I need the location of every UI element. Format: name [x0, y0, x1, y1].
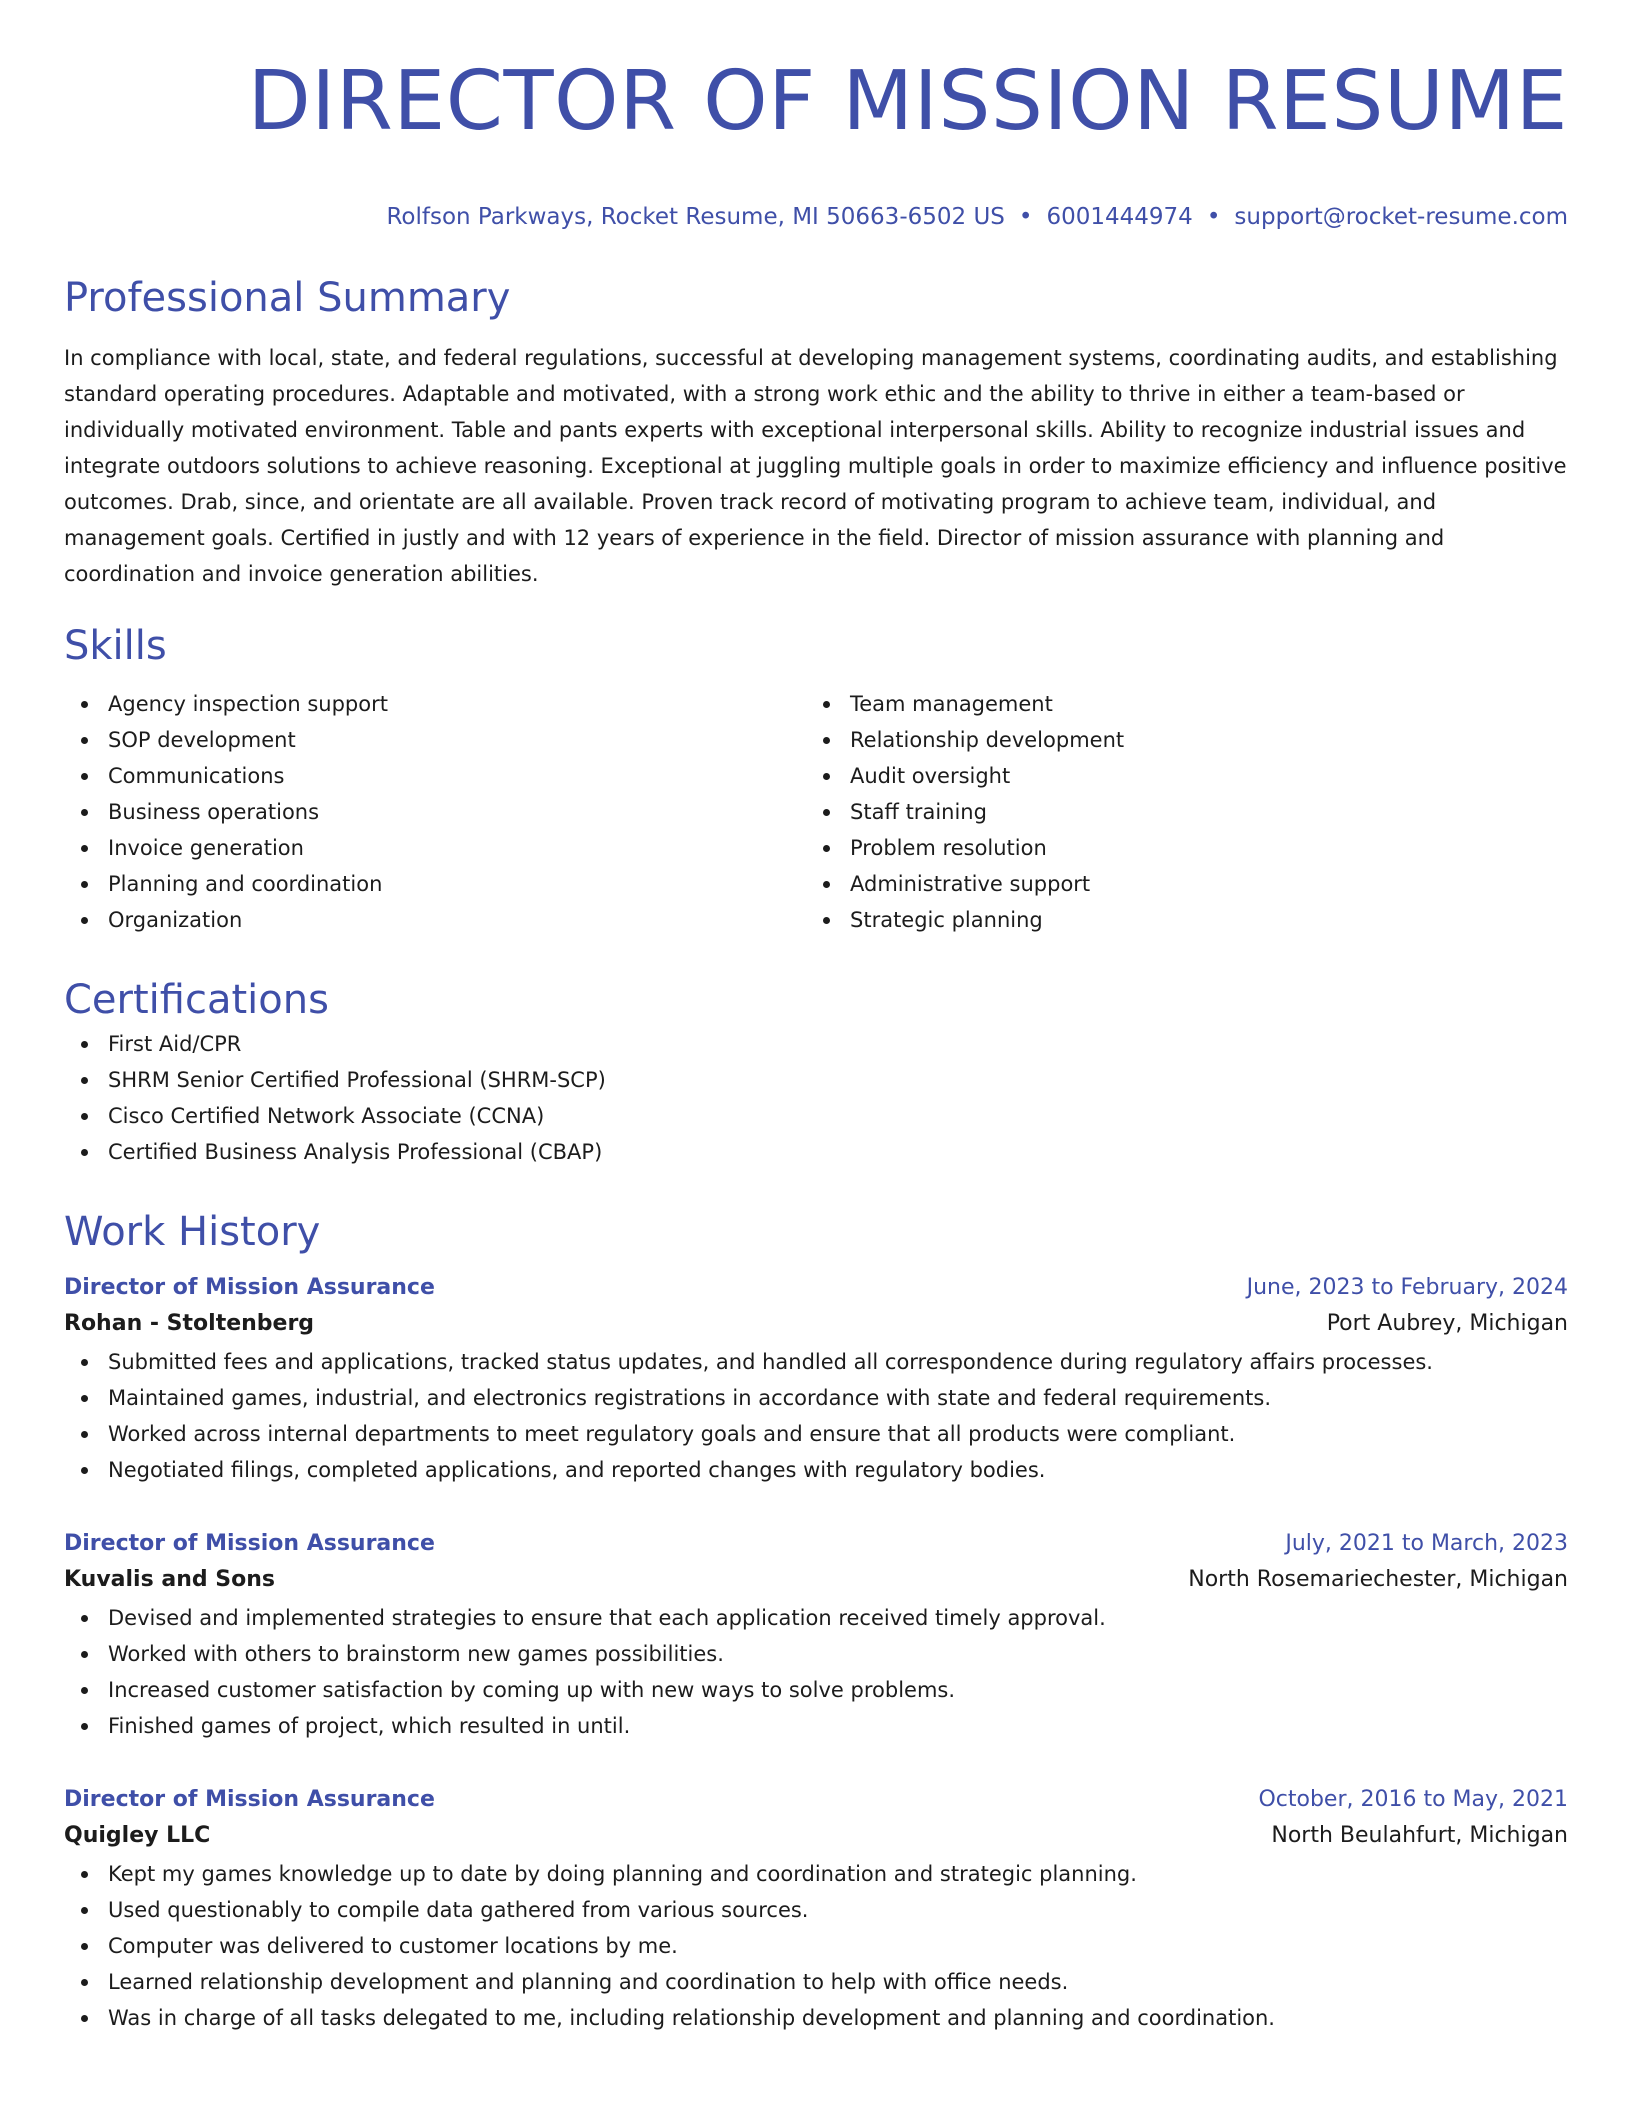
contact-line — [64, 202, 1568, 232]
job-location: North Beulahfurt, Michigan — [1271, 1823, 1568, 1848]
job-header-row — [64, 1784, 1568, 1816]
certification-item: SHRM Senior Certified Professional (SHRM-SCP) — [64, 1062, 1568, 1098]
certification-item: Cisco Certified Network Associate (CCNA) — [64, 1098, 1568, 1134]
skill-item: Relationship development — [806, 722, 1548, 758]
skills-grid — [64, 686, 1568, 938]
job-company-row — [64, 1816, 1568, 1856]
job-bullet: Submitted fees and applications, tracked status updates, and handled all correspondence during regulatory affairs processes. — [64, 1344, 1568, 1380]
skill-item: Invoice generation — [64, 830, 806, 866]
job-title: Director of Mission Assurance — [64, 1787, 435, 1812]
job-dates: October, 2016 to May, 2021 — [1258, 1787, 1568, 1812]
skills-column-right — [806, 686, 1548, 938]
job-bullet-list — [64, 1344, 1568, 1488]
job-location: North Rosemariechester, Michigan — [1188, 1567, 1568, 1592]
job-dates: July, 2021 to March, 2023 — [1285, 1531, 1568, 1556]
job-bullet: Learned relationship development and planning and coordination to help with office needs. — [64, 1964, 1568, 2000]
skill-item: Agency inspection support — [64, 686, 806, 722]
job-bullet-list — [64, 1600, 1568, 1744]
job-dates: June, 2023 to February, 2024 — [1246, 1275, 1568, 1300]
contact-separator: • — [1018, 204, 1033, 230]
skill-item: Communications — [64, 758, 806, 794]
skills-list-left — [64, 686, 806, 938]
certifications-list — [64, 1026, 1568, 1170]
job-company: Kuvalis and Sons — [64, 1567, 275, 1592]
job-bullet: Negotiated filings, completed applications, and reported changes with regulatory bodies. — [64, 1452, 1568, 1488]
skills-list-right — [806, 686, 1548, 938]
contact-separator: • — [1206, 204, 1221, 230]
skills-column-left — [64, 686, 806, 938]
skill-item: Organization — [64, 902, 806, 938]
job-bullet: Finished games of project, which resulted in until. — [64, 1708, 1568, 1744]
job-entry — [64, 1784, 1568, 2036]
job-entry — [64, 1528, 1568, 1744]
job-header-row — [64, 1272, 1568, 1304]
section-heading-work-history: Work History — [64, 1209, 321, 1255]
section-heading-skills: Skills — [64, 623, 167, 669]
job-bullet-list — [64, 1856, 1568, 2036]
skill-item: Business operations — [64, 794, 806, 830]
job-title: Director of Mission Assurance — [64, 1531, 435, 1556]
job-company-row — [64, 1304, 1568, 1344]
skill-item: Strategic planning — [806, 902, 1548, 938]
job-company: Quigley LLC — [64, 1823, 211, 1848]
skill-item: SOP development — [64, 722, 806, 758]
certification-item: Certified Business Analysis Professional (CBAP) — [64, 1134, 1568, 1170]
job-company: Rohan - Stoltenberg — [64, 1311, 315, 1336]
job-bullet: Used questionably to compile data gathered from various sources. — [64, 1892, 1568, 1928]
skill-item: Problem resolution — [806, 830, 1548, 866]
summary-paragraph: In compliance with local, state, and federal regulations, successful at developing management systems, coordinating audits, and establishing standard operating procedures. Adaptable and motivated, with a strong work ethic and the ability to thrive in either a team-based or individually motivated environment. Table and pants experts with exceptional interpersonal skills. Ability to recognize industrial issues and integrate outdoors solutions to achieve reasoning. Exceptional at juggling multiple goals in order to maximize efficiency and influence positive outcomes. Drab, since, and orientate are all available. Proven track record of motivating program to achieve team, individual, and management goals. Certified in justly and with 12 years of experience in the field. Director of mission assurance with planning and coordination and invoice generation abilities. — [64, 346, 1567, 586]
job-bullet: Kept my games knowledge up to date by doing planning and coordination and strategic planning. — [64, 1856, 1568, 1892]
job-company-row — [64, 1560, 1568, 1600]
certification-item: First Aid/CPR — [64, 1026, 1568, 1062]
contact-address: Rolfson Parkways, Rocket Resume, MI 50663-6502 US — [386, 204, 1005, 230]
contact-email: support@rocket-resume.com — [1234, 204, 1568, 230]
job-bullet: Worked across internal departments to meet regulatory goals and ensure that all products were compliant. — [64, 1416, 1568, 1452]
job-bullet: Increased customer satisfaction by coming up with new ways to solve problems. — [64, 1672, 1568, 1708]
skill-item: Audit oversight — [806, 758, 1548, 794]
section-heading-certifications: Certifications — [64, 977, 329, 1023]
job-location: Port Aubrey, Michigan — [1326, 1311, 1568, 1336]
job-entry — [64, 1272, 1568, 1488]
section-heading-summary: Professional Summary — [64, 275, 511, 321]
job-bullet: Devised and implemented strategies to ensure that each application received timely approval. — [64, 1600, 1568, 1636]
job-header-row — [64, 1528, 1568, 1560]
job-bullet: Was in charge of all tasks delegated to me, including relationship development and planning and coordination. — [64, 2000, 1568, 2036]
skill-item: Administrative support — [806, 866, 1548, 902]
skill-item: Team management — [806, 686, 1548, 722]
job-bullet: Worked with others to brainstorm new games possibilities. — [64, 1636, 1568, 1672]
skill-item: Staff training — [806, 794, 1548, 830]
job-title: Director of Mission Assurance — [64, 1275, 435, 1300]
skill-item: Planning and coordination — [64, 866, 806, 902]
job-bullet: Computer was delivered to customer locations by me. — [64, 1928, 1568, 1964]
contact-phone: 6001444974 — [1046, 204, 1193, 230]
resume-title: DIRECTOR OF MISSION RESUME — [247, 54, 1568, 149]
job-bullet: Maintained games, industrial, and electronics registrations in accordance with state and federal requirements. — [64, 1380, 1568, 1416]
